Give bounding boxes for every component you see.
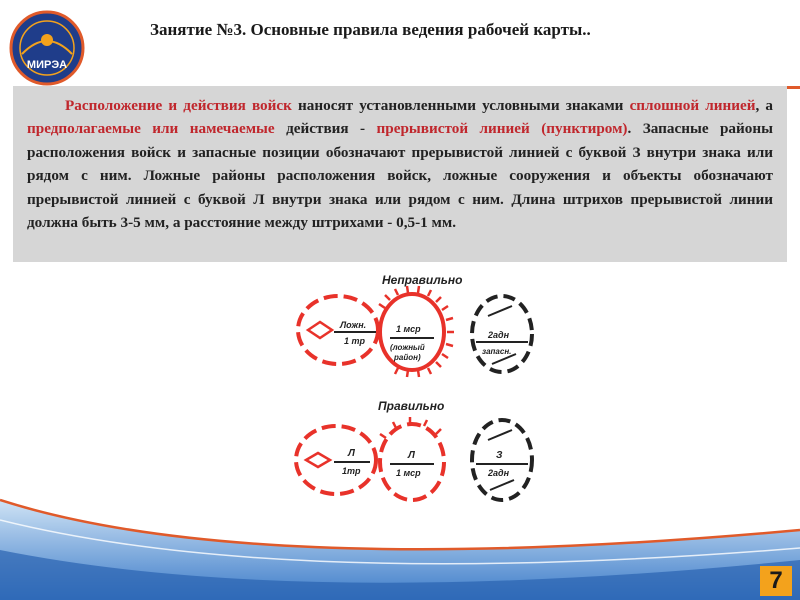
w1-bottom: 1 тр (344, 336, 366, 346)
r1-bottom: 1тр (342, 466, 361, 476)
text-red-4: прерывистой линией (пунктиром) (376, 120, 628, 138)
text-red-3: предполагаемые или намечаемые (27, 120, 275, 138)
w3-bottom: запасн. (482, 347, 512, 356)
page-title: Занятие №3. Основные правила ведения рабочей карты.. (150, 20, 591, 39)
r3-bottom: 2адн (488, 468, 510, 478)
r3-top: З (496, 450, 503, 461)
w3-top: 2адн (488, 330, 510, 340)
text-red-2: сплошной линией (629, 97, 756, 114)
r1-top: Л (348, 448, 355, 459)
text-4: . Запасные районы расположения войск и запасные позиции обозначают прерывистой линией с буквой З внутри знака или рядом с ним. Ложные районы расположения войск, ложные сооружения и объекты обозначают прерывистой линией с буквой Л внутри знака или рядом с ним. Длина штрихов прерывистой линии должна быть 3-5 мм, а расстояние между штрихами - 0,5-1 мм. (27, 120, 773, 232)
logo-text: МИРЭА (26, 59, 68, 71)
w2-top: 1 мср (396, 324, 421, 334)
r2-top: Л (408, 450, 415, 461)
text-red-1: Расположение и действия войск (65, 97, 292, 114)
header-band (0, 0, 800, 88)
bottom-decoration (0, 460, 800, 600)
text-box (13, 86, 787, 262)
mirea-logo (8, 10, 86, 86)
w2-bottom: район) (394, 353, 421, 362)
wrong-sign-1 (298, 296, 378, 364)
text-2: , а (755, 97, 773, 114)
r2-bottom: 1 мср (396, 468, 421, 478)
main-paragraph (27, 94, 773, 234)
w1-top: Ложн. (340, 320, 367, 330)
text-1: наносят установленными условными знаками (291, 97, 630, 114)
text-3: действия - (274, 120, 377, 138)
w2-mid: (ложный (390, 343, 425, 352)
right-label: Правильно (378, 399, 445, 413)
page-number: 7 (769, 567, 783, 594)
wrong-label: Неправильно (382, 273, 463, 287)
